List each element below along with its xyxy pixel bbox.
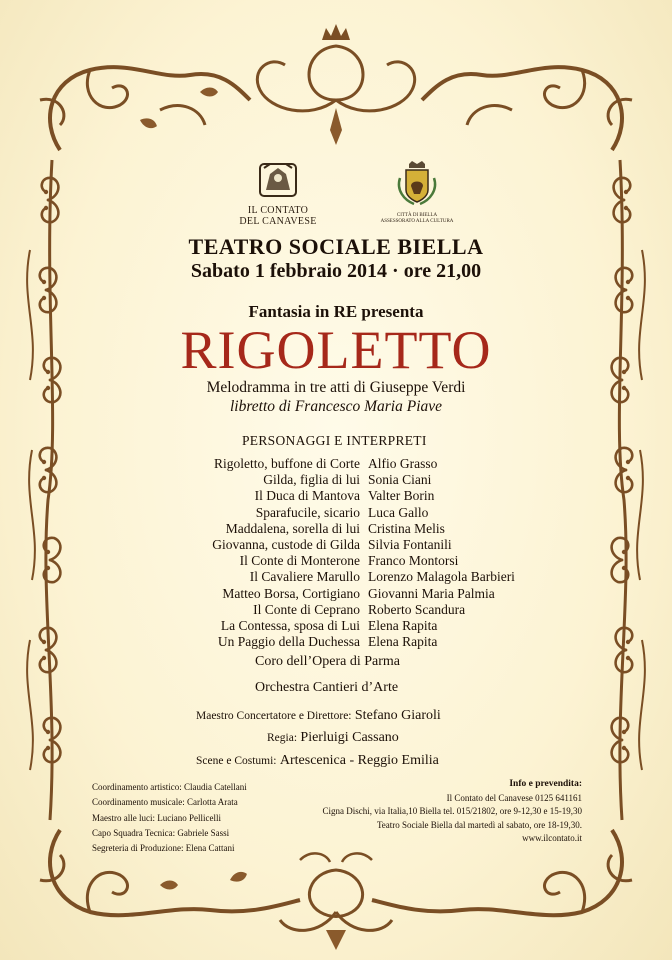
staff-line: Coordinamento artistico: Claudia Catellani [92, 782, 247, 792]
cast-role: Rigoletto, buffone di Corte [214, 456, 360, 471]
cast-row [196, 586, 516, 602]
cast-row [196, 634, 516, 650]
ticket-info-line: Il Contato del Canavese 0125 641161 [446, 792, 582, 803]
cast-actor: Giovanni Maria Palmia [368, 585, 495, 601]
cast-actor: Elena Rapita [368, 618, 438, 634]
cast-actor: Silvia Fontanili [368, 537, 452, 553]
orchestra-credit: Orchestra Cantieri d’Arte [255, 680, 399, 695]
cast-row [196, 521, 516, 537]
ticket-info-line: Teatro Sociale Biella dal martedì al sabato, ore 18-19,30. [376, 819, 582, 830]
libretto-credit: libretto di Francesco Maria Piave [229, 398, 443, 415]
cast-row [196, 505, 516, 521]
cast-row [196, 553, 516, 569]
cast-role: Gilda, figlia di lui [263, 472, 360, 488]
cast-role: Sparafucile, sicario [255, 504, 360, 520]
logo-left-line1: IL CONTATO [247, 205, 309, 216]
cast-role: Il Conte di Monterone [239, 553, 360, 569]
il-contato-logo [238, 160, 318, 227]
cast-role: La Contessa, sposa di Lui [220, 618, 360, 634]
staff-line: Segreteria di Produzione: Elena Cattani [92, 843, 235, 854]
cast-role: Il Conte di Ceprano [253, 601, 360, 617]
cast-heading: PERSONAGGI E INTERPRETI [242, 433, 427, 448]
cast-row [196, 618, 516, 634]
event-date-time: Sabato 1 febbraio 2014 · ore 21,00 [190, 260, 482, 282]
cast-role: Il Duca di Mantova [254, 488, 360, 504]
cast-row [196, 602, 516, 618]
cast-actor: Lorenzo Malagola Barbieri [368, 569, 515, 585]
biella-crest-icon [394, 160, 440, 208]
presenter-line: Fantasia in RE presenta [248, 302, 424, 321]
cast-actor: Valter Borin [368, 488, 435, 504]
theatre-name: TEATRO SOCIALE BIELLA [188, 234, 484, 259]
cast-list [196, 456, 516, 650]
sets-label: Scene e Costumi: [196, 755, 277, 767]
il-contato-emblem-icon [256, 160, 300, 200]
cast-role: Matteo Borsa, Cortigiano [222, 585, 360, 601]
conductor-credit [196, 707, 441, 724]
cast-row [196, 472, 516, 488]
cast-row [196, 537, 516, 553]
cast-row [196, 488, 516, 504]
cast-actor: Franco Montorsi [368, 553, 459, 569]
cast-role: Un Paggio della Duchessa [217, 634, 360, 650]
website-link[interactable]: www.ilcontato.it [522, 833, 582, 844]
logo-right-line1: CITTÀ DI BIELLA [396, 213, 438, 218]
cast-actor: Luca Gallo [368, 504, 429, 520]
director-credit [267, 729, 399, 746]
ticket-info [262, 778, 582, 846]
cast-actor: Alfio Grasso [368, 456, 438, 471]
director-name: Pierluigi Cassano [300, 730, 399, 745]
cast-row [196, 456, 516, 472]
cast-role: Il Cavaliere Marullo [249, 569, 360, 585]
staff-line: Coordinamento musicale: Carlotta Arata [92, 797, 238, 808]
citta-di-biella-logo [378, 160, 456, 225]
logo-right-line2: ASSESSORATO ALLA CULTURA [380, 219, 454, 224]
staff-line: Capo Squadra Tecnica: Gabriele Sassi [92, 827, 230, 838]
ticket-info-line: Cigna Dischi, via Italia,10 Biella tel. 015/21802, ore 9-12,30 e 15-19,30 [322, 806, 582, 817]
sets-name: Artescenica - Reggio Emilia [279, 753, 439, 768]
conductor-name: Stefano Giaroli [354, 708, 441, 723]
cast-role: Maddalena, sorella di lui [225, 520, 360, 536]
ticket-info-heading: Info e prevendita: [509, 779, 582, 789]
cast-actor: Elena Rapita [368, 634, 438, 650]
cast-role: Giovanna, custode di Gilda [212, 537, 360, 553]
staff-line: Maestro alle luci: Luciano Pellicelli [92, 812, 221, 823]
logo-left-line2: DEL CANAVESE [239, 216, 317, 227]
sets-costumes-credit [196, 752, 439, 769]
cast-row [196, 569, 516, 585]
director-label: Regia: [267, 732, 298, 744]
cast-actor: Cristina Melis [368, 520, 445, 536]
opera-subtitle: Melodramma in tre atti di Giuseppe Verdi [206, 379, 466, 396]
conductor-label: Maestro Concertatore e Direttore: [196, 710, 352, 722]
cast-actor: Roberto Scandura [368, 601, 466, 617]
cast-actor: Sonia Ciani [368, 472, 432, 488]
choir-credit: Coro dell’Opera di Parma [255, 654, 401, 669]
opera-title: RIGOLETTO [180, 320, 492, 380]
